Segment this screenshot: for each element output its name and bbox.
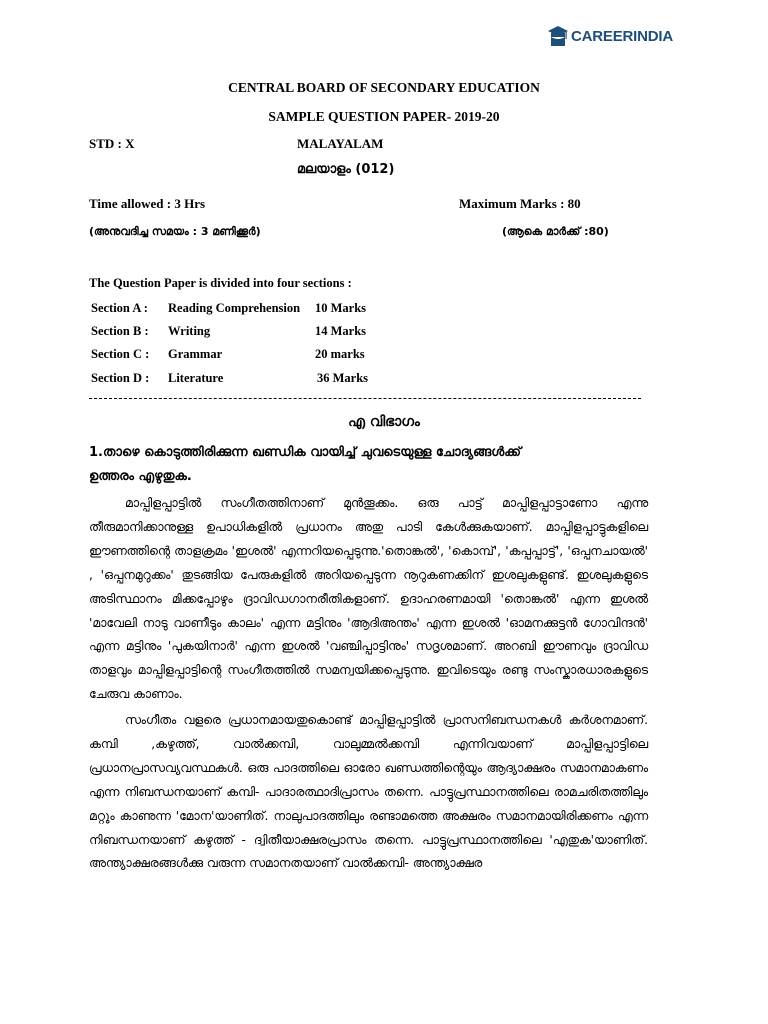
section-label: Section B : xyxy=(91,324,149,338)
section-label: Section D : xyxy=(91,371,150,385)
passage-paragraph-1: മാപ്പിളപ്പാട്ടിൽ സംഗീതത്തിനാണ് മുൻതൂക്കം. ഒരു പാട്ട് മാപ്പിളപ്പാട്ടാണോ എന്നു തീരുമാനിക്കാനുള്ള ഉപാധികളിൽ പ്രധാനം അതു പാടി കേൾക്കുകയാണ്. മാപ്പിളപ്പാട്ടുകളിലെ ഈണത്തിന്റെ താളക്രമം 'ഇശൽ' എന്നറിയപ്പെടുന്നു.'തൊങ്കൽ', 'കൊമ്പ്', 'കപ്പപ്പാട്ട്', 'ഒപ്പനചായൽ' , 'ഒപ്പനമുറുക്കം' തുടങ്ങിയ പേരുകളിൽ അറിയപ്പെടുന്ന നൂറുകണക്കിന് ഇശലുകളുണ്ട്. ഇശലുകളുടെ അടിസ്ഥാനം മിക്കപ്പോഴും ദ്രാവിഡഗാനരീതികളാണ്. ഉദാഹരണമായി 'തൊങ്കൽ' എന്ന ഇശൽ 'മാവേലി നാടു വാണീടും കാലം' എന്ന മട്ടിനും 'ആദിഅന്തം' എന്ന ഇശൽ 'ഓമനക്കുട്ടൻ ഗോവിന്ദൻ' എന്ന മട്ടിനും 'പുകയിനാർ' എന്ന ഇശൽ 'വഞ്ചിപ്പാട്ടിനും' സദൃശമാണ്. അറബി ഈണവും ദ്രാവിഡ താളവും മാപ്പിളപ്പാട്ടിന്റെ സംഗീതത്തിൽ സമന്വയിക്കപ്പെടുന്നു. ഇവിടെയും രണ്ടു സംസ്കാരധാരകളുടെ ചേരുവ കാണാം. xyxy=(89,496,648,702)
section-marks: 14 Marks xyxy=(315,324,367,338)
paper-title: SAMPLE QUESTION PAPER- 2019-20 xyxy=(268,109,500,124)
time-allowed-ml: (അനുവദിച്ച സമയം : 3 മണിക്കൂർ) xyxy=(89,225,261,238)
section-a-title: എ വിഭാഗം xyxy=(348,414,420,430)
section-label: Section A : xyxy=(91,301,148,315)
careerindia-logo xyxy=(548,24,673,48)
section-label: Section C : xyxy=(91,347,150,361)
time-allowed: Time allowed : 3 Hrs xyxy=(89,196,206,211)
board-title: CENTRAL BOARD OF SECONDARY EDUCATION xyxy=(228,80,540,95)
section-name: Literature xyxy=(168,371,224,385)
section-name: Reading Comprehension xyxy=(168,301,301,315)
subject-label: MALAYALAM xyxy=(297,136,384,151)
section-name: Writing xyxy=(168,324,211,338)
sections-intro: The Question Paper is divided into four sections : xyxy=(89,276,352,290)
question-1-line1: 1.താഴെ കൊടുത്തിരിക്കുന്ന ഖണ്ഡിക വായിച്ച് ചുവടെയുള്ള ചോദ്യങ്ങൾക്ക് xyxy=(89,445,521,460)
logo-text: CAREERINDIA xyxy=(571,27,673,45)
dashed-divider xyxy=(89,398,641,399)
subject-ml-label: മലയാളം (012) xyxy=(297,162,395,177)
maximum-marks-ml: (ആകെ മാർക്ക് :80) xyxy=(502,225,609,238)
maximum-marks: Maximum Marks : 80 xyxy=(459,196,581,211)
section-marks: 36 Marks xyxy=(317,371,369,385)
section-name: Grammar xyxy=(168,347,223,361)
passage-paragraph-2: സംഗീതം വളരെ പ്രധാനമായതുകൊണ്ട് മാപ്പിളപ്പാട്ടിൽ പ്രാസനിബന്ധനകൾ കർശനമാണ്. കമ്പി ,കഴുത്ത്, വാൽക്കമ്പി, വാലുമ്മൽക്കമ്പി എന്നിവയാണ് മാപ്പിളപ്പാട്ടിലെ പ്രധാനപ്രാസവ്യവസ്ഥകൾ. ഒരു പാദത്തിലെ ഓരോ ഖണ്ഡത്തിന്റെയും ആദ്യാക്ഷരം സമാനമാകണം എന്ന നിബന്ധനയാണ് കമ്പി- പാദാരത്ഥാദിപ്രാസം തന്നെ. പാട്ടുപ്രസ്ഥാനത്തിലെ രാമചരിതത്തിലും മറ്റും കാണുന്ന 'മോന'യാണിത്. നാലുപാദത്തിലും രണ്ടാമത്തെ അക്ഷരം സമാനമായിരിക്കണം എന്ന നിബന്ധനയാണ് കഴുത്ത് - ദ്വിതീയാക്ഷരപ്രാസം തന്നെ. പാട്ടുപ്രസ്ഥാനത്തിലെ 'എതുക'യാണിത്. അന്ത്യാക്ഷരങ്ങൾക്കു വരുന്ന സമാനതയാണ് വാൽക്കമ്പി- അന്ത്യാക്ഷര xyxy=(89,713,649,871)
section-marks: 20 marks xyxy=(315,347,365,361)
section-marks: 10 Marks xyxy=(315,301,367,315)
graduation-cap-icon xyxy=(548,24,568,48)
std-label: STD : X xyxy=(89,136,135,151)
question-1-line2: ഉത്തരം എഴുതുക. xyxy=(89,469,192,484)
